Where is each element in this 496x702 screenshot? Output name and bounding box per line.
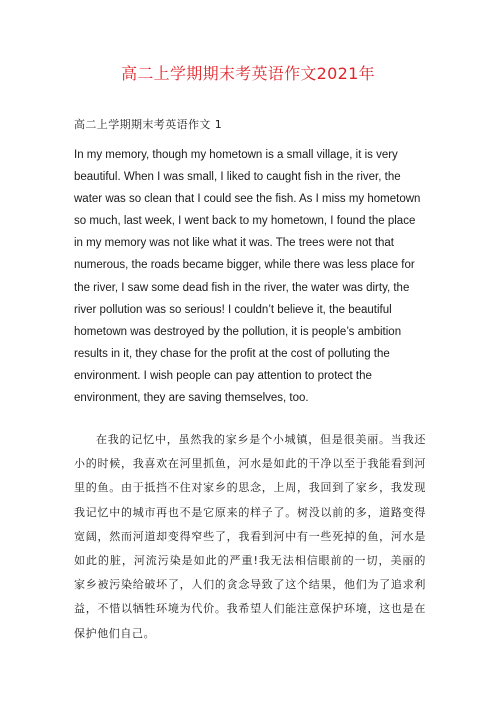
english-essay-paragraph: In my memory, though my hometown is a small village, it is very beautiful. When I was small, I liked to caught fish in the river, the water was so clean that I could see the fish. As I miss my hometown so much, last week, I went back to my hometown, I found the place in my memory was not like what it was. The trees were not that numerous, the roads became bigger, while there was less place for the river, I saw some dead fish in the river, the water was dirty, the river pollution was so serious! I couldn’t believe it, the beautiful hometown was destroyed by the pollution, it is people’s ambition results in it, they chase for the profit at the cost of polluting the environment. I wish people can pay attention to protect the environment, they are saving themselves, too. <box>74 149 421 405</box>
document-title: 高二上学期期末考英语作文2021年 <box>121 64 375 83</box>
chinese-translation-paragraph: 在我的记忆中，虽然我的家乡是个小城镇，但是很美丽。当我还小的时候，我喜欢在河里抓鱼，河水是如此的干净以至于我能看到河里的鱼。由于抵挡不住对家乡的思念，上周，我回到了家乡，我发现我记忆中的城市再也不是它原来的样子了。树没以前的多，道路变得宽阔，然而河道却变得窄些了，我看到河中有一些死掉的鱼，河水是如此的脏，河流污染是如此的严重!我无法相信眼前的一切，美丽的家乡被污染给破坏了，人们的贪念导致了这个结果，他们为了追求利益，不惜以牺牲环境为代价。我希望人们能注意保护环境，这也是在保护他们自己。 <box>74 433 426 640</box>
essay-heading: 高二上学期期末考英语作文 1 <box>74 118 223 131</box>
